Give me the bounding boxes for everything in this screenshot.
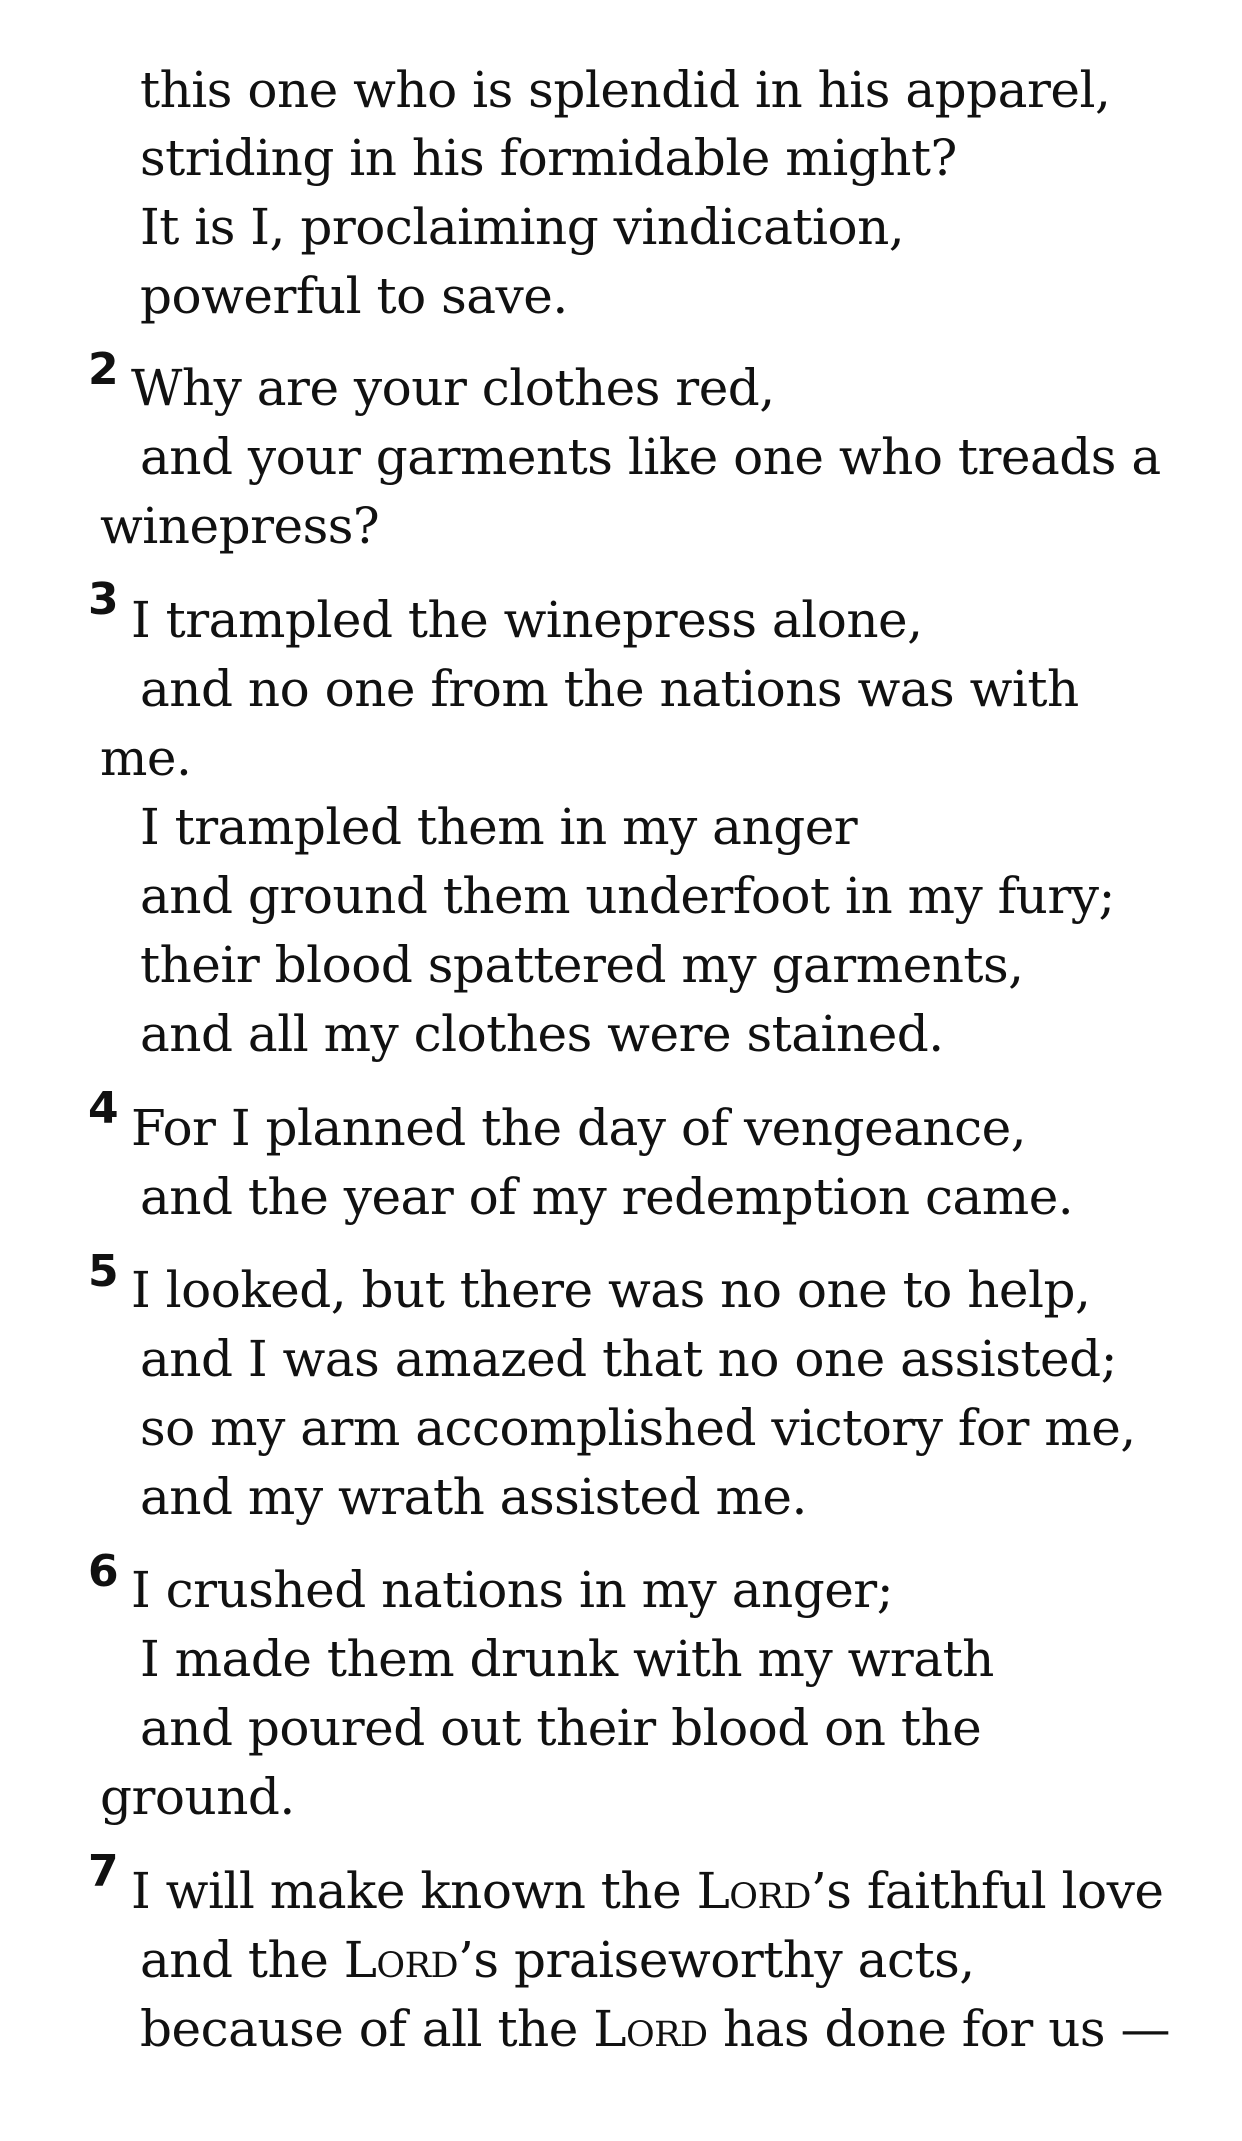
text-segment: has done for us — xyxy=(707,2000,1170,2058)
verse-line: and the year of my redemption came. xyxy=(140,1168,1074,1226)
divine-name: Lord xyxy=(696,1862,811,1920)
verse-line: and poured out their blood on the xyxy=(140,1699,982,1757)
text-segment: and the xyxy=(140,1931,344,1989)
verse-line: and ground them underfoot in my fury; xyxy=(140,867,1115,925)
verse-line xyxy=(140,1999,1170,2059)
text-segment: because of all the xyxy=(140,2000,594,2058)
verse-line: Why are your clothes red, xyxy=(131,359,775,417)
verse-line: striding in his formidable might? xyxy=(140,129,957,187)
verse-line: I trampled the winepress alone, xyxy=(131,591,923,649)
verse-line: so my arm accomplished victory for me, xyxy=(140,1399,1136,1457)
verse-line xyxy=(140,1930,975,1990)
verse-line: I crushed nations in my anger; xyxy=(131,1561,894,1619)
verse-line: and my wrath assisted me. xyxy=(140,1468,807,1526)
verse-line xyxy=(131,1861,1163,1921)
verse-line: and no one from the nations was with xyxy=(140,660,1079,718)
verse-line: I made them drunk with my wrath xyxy=(140,1630,994,1688)
verse-line: their blood spattered my garments, xyxy=(140,936,1024,994)
verse-line: winepress? xyxy=(100,497,380,555)
verse-line: For I planned the day of vengeance, xyxy=(131,1099,1027,1157)
verse-number: 3 xyxy=(88,574,119,625)
verse-number: 5 xyxy=(88,1246,119,1297)
verse-number: 6 xyxy=(88,1546,119,1597)
verse-line: powerful to save. xyxy=(140,267,568,325)
verse-number: 2 xyxy=(88,344,119,395)
divine-name: Lord xyxy=(593,2000,708,2058)
verse-line: ground. xyxy=(100,1768,295,1826)
verse-line: this one who is splendid in his apparel, xyxy=(140,61,1111,119)
verse-number: 4 xyxy=(88,1083,119,1134)
divine-name: Lord xyxy=(343,1931,459,1989)
verse-line: and all my clothes were stained. xyxy=(140,1005,944,1063)
text-segment: ’s faithful love xyxy=(810,1862,1164,1920)
verse-line: I looked, but there was no one to help, xyxy=(131,1261,1091,1319)
verse-line: I trampled them in my anger xyxy=(140,798,858,856)
verse-line: It is I, proclaiming vindication, xyxy=(140,198,905,256)
verse-number: 7 xyxy=(88,1846,119,1897)
text-segment: I will make known the xyxy=(131,1862,697,1920)
verse-line: and I was amazed that no one assisted; xyxy=(140,1330,1117,1388)
text-segment: ’s praiseworthy acts, xyxy=(458,1931,975,1989)
verse-line: me. xyxy=(100,729,192,787)
verse-line: and your garments like one who treads a xyxy=(140,428,1161,486)
